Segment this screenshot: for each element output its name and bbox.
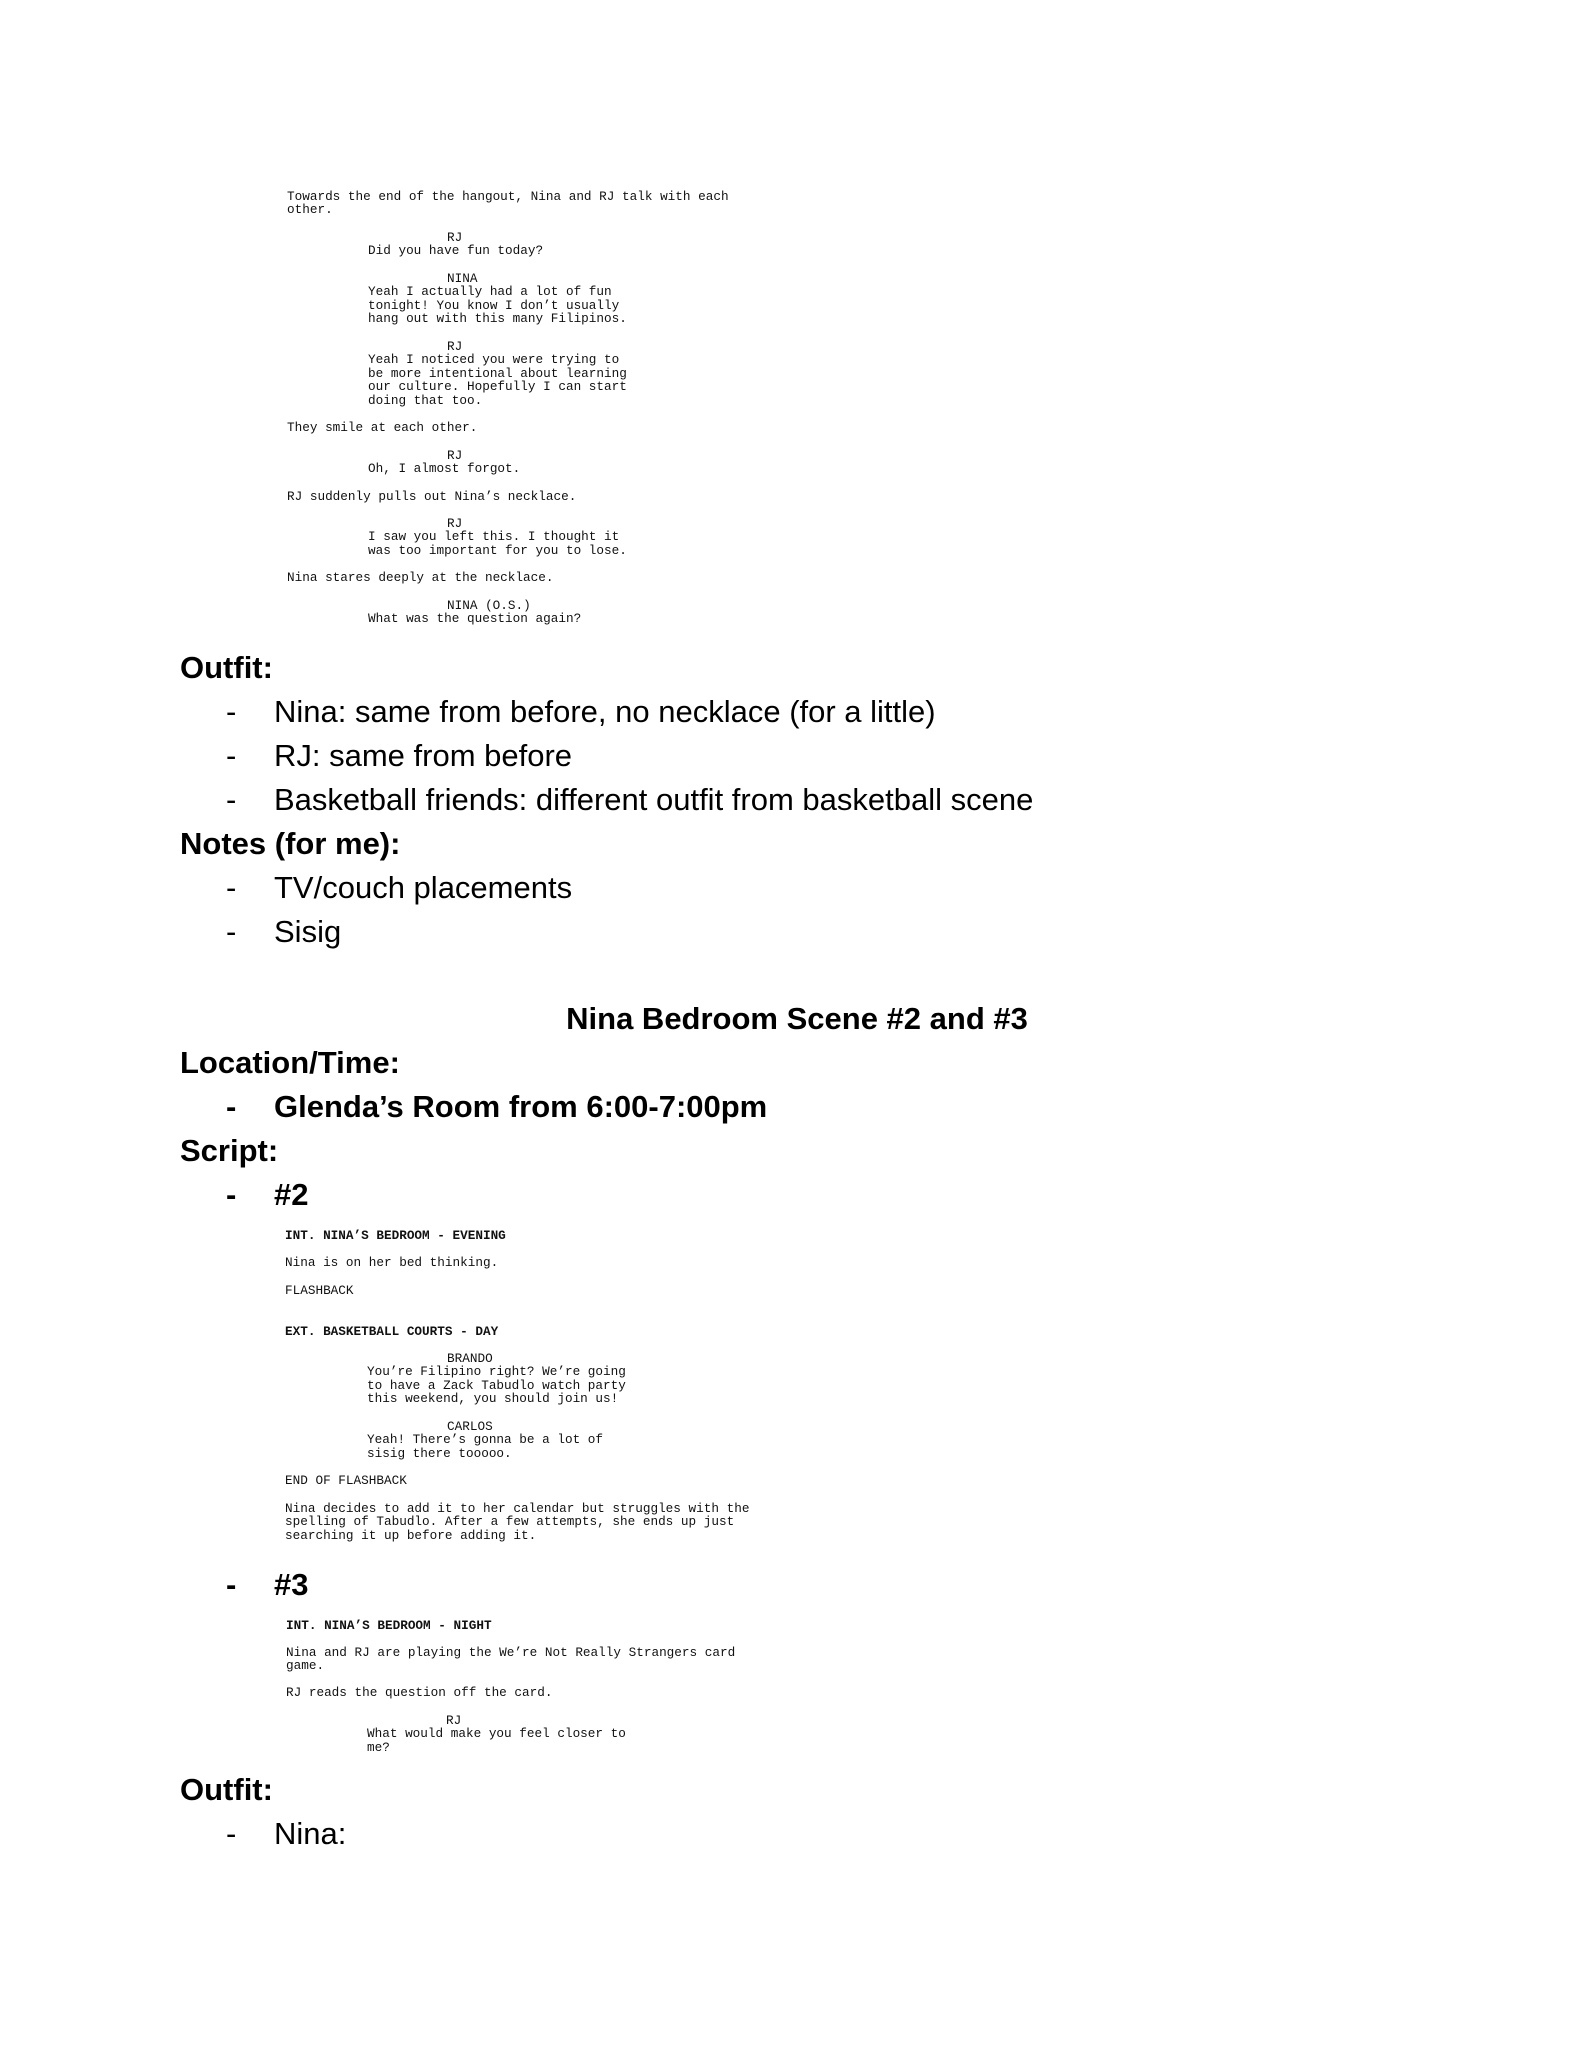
list-item-text: RJ: same from before xyxy=(274,738,573,773)
screenplay-line: What was the question again? xyxy=(368,611,582,626)
screenplay-line: RJ reads the question off the card. xyxy=(286,1685,553,1700)
screenplay-line: CARLOS xyxy=(447,1419,493,1434)
list-item xyxy=(226,866,1426,910)
bullet-dash: - xyxy=(226,738,237,773)
screenplay-line: tonight! You know I don’t usually xyxy=(368,298,620,313)
screenplay-line: Yeah I noticed you were trying to xyxy=(368,352,620,367)
scene-title: Nina Bedroom Scene #2 and #3 xyxy=(566,1001,1028,1036)
screenplay-line: INT. NINA’S BEDROOM - NIGHT xyxy=(286,1618,492,1633)
list-item xyxy=(226,690,1426,734)
screenplay-line: RJ xyxy=(447,516,463,531)
list-item xyxy=(226,910,1426,954)
screenplay-line: sisig there tooooo. xyxy=(367,1446,512,1461)
screenplay-line: RJ xyxy=(446,1713,462,1728)
script-part-label: #3 xyxy=(274,1567,309,1602)
list-item xyxy=(226,1085,1426,1129)
screenplay-line: RJ xyxy=(447,230,463,245)
screenplay-line: to have a Zack Tabudlo watch party xyxy=(367,1378,626,1393)
location-heading: Location/Time: xyxy=(180,1045,400,1080)
screenplay-excerpt-3 xyxy=(286,1619,826,1759)
screenplay-line: BRANDO xyxy=(447,1351,493,1366)
outfit-heading: Outfit: xyxy=(180,650,273,685)
list-item-text: Glenda’s Room from 6:00-7:00pm xyxy=(274,1089,768,1124)
list-item xyxy=(226,1563,626,1607)
screenplay-line: Nina decides to add it to her calendar but struggles with the xyxy=(285,1501,750,1516)
bullet-dash: - xyxy=(226,694,237,729)
screenplay-line: this weekend, you should join us! xyxy=(367,1391,619,1406)
screenplay-line: INT. NINA’S BEDROOM - EVENING xyxy=(285,1228,506,1243)
script-heading: Script: xyxy=(180,1133,279,1168)
screenplay-line: What would make you feel closer to xyxy=(367,1726,626,1741)
screenplay-line: I saw you left this. I thought it xyxy=(368,529,620,544)
screenplay-line: Nina and RJ are playing the We’re Not Really Strangers card xyxy=(286,1645,736,1660)
screenplay-line: Yeah I actually had a lot of fun xyxy=(368,284,612,299)
screenplay-line: searching it up before adding it. xyxy=(285,1528,537,1543)
bullet-dash: - xyxy=(226,914,237,949)
screenplay-line: Did you have fun today? xyxy=(368,243,544,258)
screenplay-excerpt-2 xyxy=(285,1229,825,1549)
screenplay-line: be more intentional about learning xyxy=(368,366,627,381)
bullet-dash: - xyxy=(226,1089,237,1124)
screenplay-line: RJ xyxy=(447,448,463,463)
screenplay-line: hang out with this many Filipinos. xyxy=(368,311,627,326)
screenplay-line: me? xyxy=(367,1740,390,1755)
screenplay-excerpt-top xyxy=(287,190,807,630)
bullet-dash: - xyxy=(226,1816,237,1851)
list-item-text: Sisig xyxy=(274,914,342,949)
screenplay-line: was too important for you to lose. xyxy=(368,543,627,558)
list-item-text: Nina: xyxy=(274,1816,347,1851)
screenplay-line: NINA (O.S.) xyxy=(447,598,531,613)
screenplay-line: spelling of Tabudlo. After a few attempts, she ends up just xyxy=(285,1514,735,1529)
list-item-text: TV/couch placements xyxy=(274,870,573,905)
screenplay-line: EXT. BASKETBALL COURTS - DAY xyxy=(285,1324,499,1339)
screenplay-line: Oh, I almost forgot. xyxy=(368,461,521,476)
list-item xyxy=(226,1812,1426,1856)
screenplay-line: Nina stares deeply at the necklace. xyxy=(287,570,554,585)
list-item xyxy=(226,778,1426,822)
notes-heading: Notes (for me): xyxy=(180,826,401,861)
screenplay-line: game. xyxy=(286,1658,325,1673)
screenplay-line: Towards the end of the hangout, Nina and RJ talk with each xyxy=(287,189,729,204)
screenplay-line: Nina is on her bed thinking. xyxy=(285,1255,499,1270)
screenplay-line: doing that too. xyxy=(368,393,483,408)
bullet-dash: - xyxy=(226,1567,237,1602)
bullet-dash: - xyxy=(226,1177,237,1212)
screenplay-line: our culture. Hopefully I can start xyxy=(368,379,627,394)
screenplay-line: RJ xyxy=(447,339,463,354)
script-part-label: #2 xyxy=(274,1177,309,1212)
screenplay-line: other. xyxy=(287,202,333,217)
list-item xyxy=(226,1173,626,1217)
screenplay-line: Yeah! There’s gonna be a lot of xyxy=(367,1432,604,1447)
screenplay-line: FLASHBACK xyxy=(285,1283,354,1298)
list-item-text: Basketball friends: different outfit from basketball scene xyxy=(274,782,1034,817)
bullet-dash: - xyxy=(226,870,237,905)
list-item-text: Nina: same from before, no necklace (for a little) xyxy=(274,694,936,729)
list-item xyxy=(226,734,1426,778)
bullet-dash: - xyxy=(226,782,237,817)
screenplay-line: NINA xyxy=(447,271,478,286)
screenplay-line: They smile at each other. xyxy=(287,420,478,435)
screenplay-line: You’re Filipino right? We’re going xyxy=(367,1364,626,1379)
outfit-heading: Outfit: xyxy=(180,1772,273,1807)
screenplay-line: END OF FLASHBACK xyxy=(285,1473,407,1488)
screenplay-line: RJ suddenly pulls out Nina’s necklace. xyxy=(287,489,577,504)
